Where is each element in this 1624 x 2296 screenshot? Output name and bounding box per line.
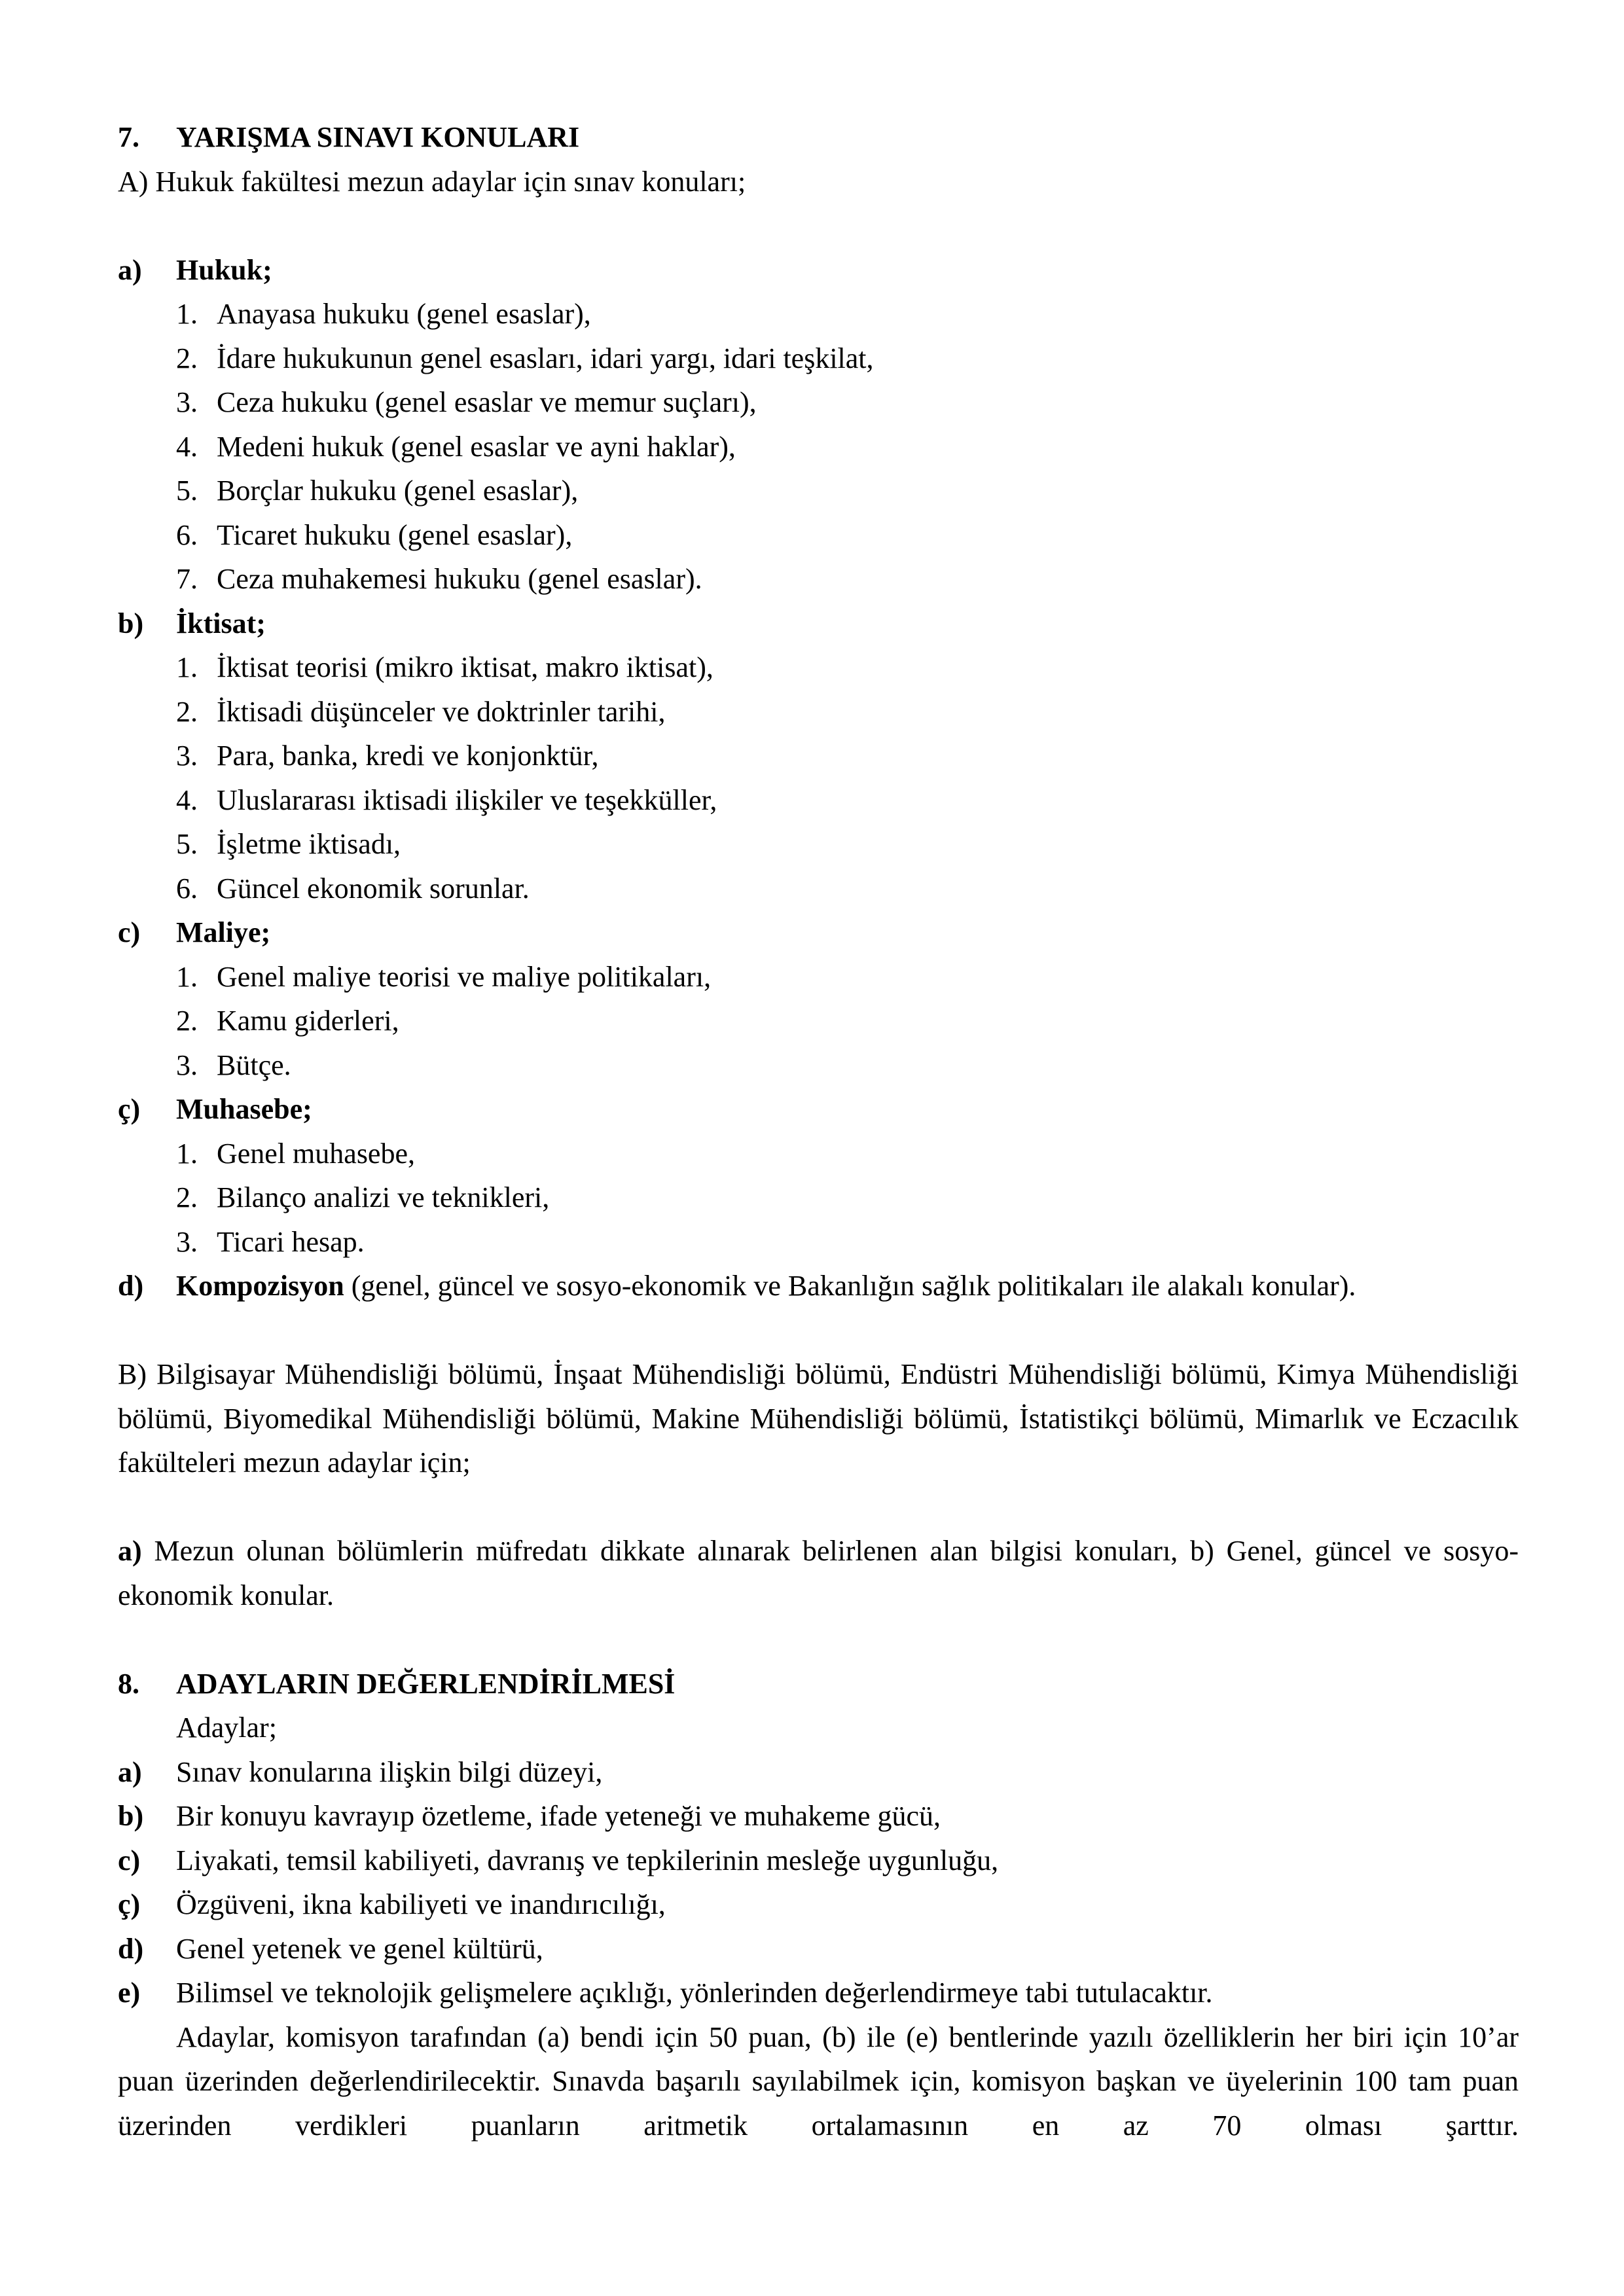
document-body xyxy=(118,115,1519,2147)
item-text: Ceza hukuku (genel esaslar ve memur suçları), xyxy=(217,386,757,418)
criteria-text: Bilimsel ve teknolojik gelişmelere açıklığı, yönlerinden değerlendirmeye tabi tutulacaktır. xyxy=(176,1977,1213,2009)
item-text: Medeni hukuk (genel esaslar ve ayni haklar), xyxy=(217,430,736,463)
item-text: Ceza muhakemesi hukuku (genel esaslar). xyxy=(217,563,702,595)
item-text: Bilanço analizi ve teknikleri, xyxy=(217,1181,550,1213)
item-text: Ticaret hukuku (genel esaslar), xyxy=(217,518,573,551)
criteria-item xyxy=(118,1794,1519,1839)
a-paragraph xyxy=(118,1529,1519,1617)
list-item xyxy=(118,645,1519,690)
list-item xyxy=(118,867,1519,911)
list-item xyxy=(118,380,1519,425)
item-number: 1. xyxy=(176,960,198,993)
group-title: Kompozisyon xyxy=(176,1270,344,1302)
list-item xyxy=(118,1220,1519,1265)
criteria-text: Liyakati, temsil kabiliyeti, davranış ve tepkilerinin mesleğe uygunluğu, xyxy=(176,1844,999,1876)
group-title: Hukuk; xyxy=(176,253,272,286)
group-heading-kompozisyon xyxy=(118,1264,1519,1308)
list-item xyxy=(118,822,1519,867)
criteria-item xyxy=(118,1882,1519,1927)
group-heading-maliye xyxy=(118,910,1519,955)
group-label: ç) xyxy=(118,1093,141,1125)
item-text: Kamu giderleri, xyxy=(217,1005,399,1037)
group-label: d) xyxy=(118,1270,144,1302)
group-heading-muhasebe xyxy=(118,1087,1519,1132)
list-item xyxy=(118,999,1519,1043)
item-number: 4. xyxy=(176,783,198,816)
criteria-label: c) xyxy=(118,1844,141,1876)
item-number: 2. xyxy=(176,1005,198,1037)
criteria-label: ç) xyxy=(118,1888,141,1920)
item-text: Borçlar hukuku (genel esaslar), xyxy=(217,475,579,507)
item-number: 2. xyxy=(176,342,198,374)
item-text: Güncel ekonomik sorunlar. xyxy=(217,872,530,905)
criteria-text: Genel yetenek ve genel kültürü, xyxy=(176,1932,543,1965)
item-text: İktisat teorisi (mikro iktisat, makro iktisat), xyxy=(217,651,713,683)
list-item xyxy=(118,1132,1519,1176)
list-item xyxy=(118,955,1519,999)
group-title: Maliye; xyxy=(176,916,271,948)
item-text: Uluslararası iktisadi ilişkiler ve teşekküller, xyxy=(217,783,717,816)
list-item xyxy=(118,1043,1519,1088)
criteria-item xyxy=(118,1971,1519,2015)
criteria-item xyxy=(118,1750,1519,1795)
item-text: Ticari hesap. xyxy=(217,1225,365,1258)
item-text: İktisadi düşünceler ve doktrinler tarihi, xyxy=(217,695,666,728)
item-text: İdare hukukunun genel esasları, idari yargı, idari teşkilat, xyxy=(217,342,874,374)
criteria-item xyxy=(118,1927,1519,1971)
group-title: İktisat; xyxy=(176,607,266,639)
section-8-number: 8. xyxy=(118,1667,139,1700)
group-heading-iktisat xyxy=(118,601,1519,646)
criteria-text: Bir konuyu kavrayıp özetleme, ifade yeteneği ve muhakeme gücü, xyxy=(176,1800,941,1832)
section-7-number: 7. xyxy=(118,121,139,153)
item-number: 1. xyxy=(176,651,198,683)
item-number: 1. xyxy=(176,1137,198,1170)
list-item xyxy=(118,734,1519,778)
spacer xyxy=(118,1308,1519,1353)
group-heading-hukuk xyxy=(118,248,1519,293)
section-7-intro: A) Hukuk fakültesi mezun adaylar için sınav konuları; xyxy=(118,165,746,198)
list-item xyxy=(118,425,1519,469)
spacer xyxy=(118,1617,1519,1662)
item-text: Genel muhasebe, xyxy=(217,1137,415,1170)
kompozisyon-text: (genel, güncel ve sosyo-ekonomik ve Bakanlığın sağlık politikaları ile alakalı konular). xyxy=(344,1270,1356,1302)
item-text: İşletme iktisadı, xyxy=(217,828,401,860)
item-number: 3. xyxy=(176,1049,198,1081)
a-paragraph-text: Mezun olunan bölümlerin müfredatı dikkate alınarak belirlenen alan bilgisi konuları, b) Genel, güncel ve sosyo-ekonomik konular. xyxy=(118,1535,1519,1611)
criteria-text: Sınav konularına ilişkin bilgi düzeyi, xyxy=(176,1755,603,1788)
list-item xyxy=(118,513,1519,558)
criteria-item xyxy=(118,1839,1519,1883)
item-number: 5. xyxy=(176,828,198,860)
section-7-heading xyxy=(118,115,1519,160)
item-number: 4. xyxy=(176,430,198,463)
criteria-label: d) xyxy=(118,1932,144,1965)
criteria-label: b) xyxy=(118,1800,144,1832)
item-number: 3. xyxy=(176,740,198,772)
criteria-label: e) xyxy=(118,1977,141,2009)
section-8-title: ADAYLARIN DEĞERLENDİRİLMESİ xyxy=(176,1667,676,1700)
item-number: 6. xyxy=(176,518,198,551)
criteria-label: a) xyxy=(118,1755,142,1788)
item-number: 7. xyxy=(176,563,198,595)
group-label: c) xyxy=(118,916,141,948)
spacer xyxy=(118,1485,1519,1530)
list-item xyxy=(118,292,1519,336)
item-number: 6. xyxy=(176,872,198,905)
group-title: Muhasebe; xyxy=(176,1093,312,1125)
kompozisyon-line xyxy=(176,1264,1356,1308)
item-text: Para, banka, kredi ve konjonktür, xyxy=(217,740,599,772)
item-number: 2. xyxy=(176,695,198,728)
item-number: 5. xyxy=(176,475,198,507)
item-number: 3. xyxy=(176,386,198,418)
closing-paragraph: Adaylar, komisyon tarafından (a) bendi için 50 puan, (b) ile (e) bentlerinde yazılı özelliklerin her biri için 10’ar puan üzerinden değerlendirilecektir. Sınavda başarılı sayılabilmek için, komisyon başkan ve üyelerinin 100 tam puan üzerinden verdikleri puanların aritmetik ortalamasının en az 70 olması şarttır. xyxy=(118,2020,1519,2142)
a-paragraph-label: a) xyxy=(118,1535,142,1567)
item-number: 1. xyxy=(176,298,198,330)
group-label: b) xyxy=(118,607,144,639)
list-item xyxy=(118,778,1519,823)
item-number: 2. xyxy=(176,1181,198,1213)
list-item xyxy=(118,1175,1519,1220)
section-8-intro: Adaylar; xyxy=(176,1712,277,1744)
group-label: a) xyxy=(118,253,142,286)
list-item xyxy=(118,469,1519,513)
b-paragraph: B) Bilgisayar Mühendisliği bölümü, İnşaat Mühendisliği bölümü, Endüstri Mühendisliği bölümü, Kimya Mühendisliği bölümü, Biyomedikal Mühendisliği bölümü, Makine Mühendisliği bölümü, İstatistikçi bölümü, Mimarlık ve Eczacılık fakülteleri mezun adaylar için; xyxy=(118,1358,1519,1479)
item-number: 3. xyxy=(176,1225,198,1258)
list-item xyxy=(118,557,1519,601)
section-7-title: YARIŞMA SINAVI KONULARI xyxy=(176,121,580,153)
spacer xyxy=(118,204,1519,248)
item-text: Bütçe. xyxy=(217,1049,291,1081)
criteria-text: Özgüveni, ikna kabiliyeti ve inandırıcılığı, xyxy=(176,1888,666,1920)
list-item xyxy=(118,336,1519,381)
section-8-heading xyxy=(118,1662,1519,1706)
list-item xyxy=(118,690,1519,734)
item-text: Anayasa hukuku (genel esaslar), xyxy=(217,298,591,330)
item-text: Genel maliye teorisi ve maliye politikaları, xyxy=(217,960,712,993)
